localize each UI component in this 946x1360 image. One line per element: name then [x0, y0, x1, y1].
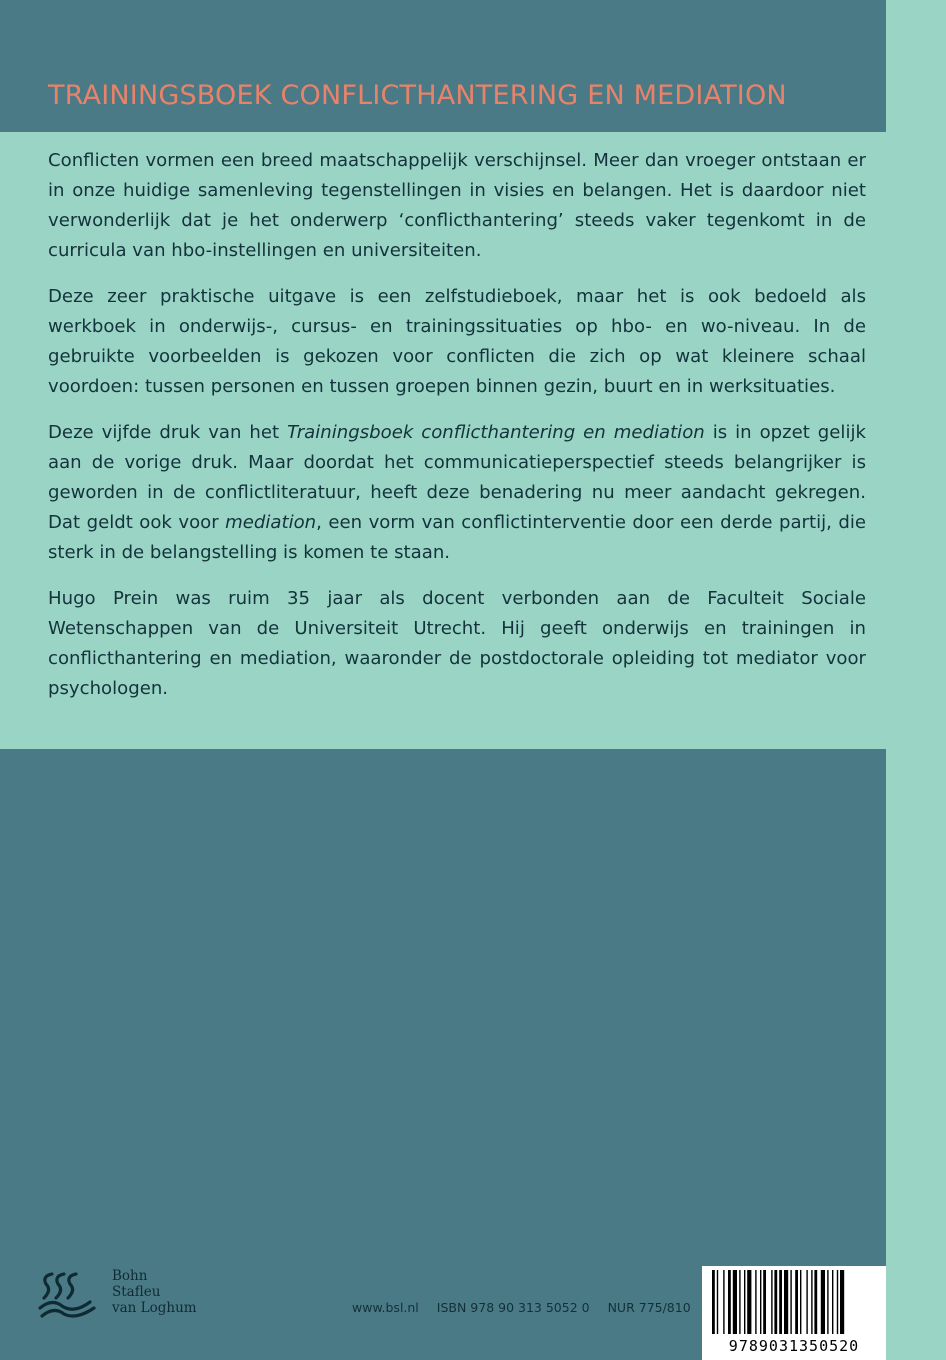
publisher-line-1: Bohn	[112, 1268, 148, 1284]
barcode-bar	[760, 1270, 761, 1334]
publisher-line-2: Stafleu	[112, 1284, 161, 1300]
barcode-bar	[744, 1270, 745, 1334]
paragraph-intro: Conflicten vormen een breed maatschappelijk verschijnsel. Meer dan vroeger ontstaan er in onze huidige samenleving tegenstellingen in visies en belangen. Het is daardoor niet verwonderlijk dat je het onderwerp ‘conflicthantering’ steeds vaker tegenkomt in de curricula van hbo-instellingen en universiteiten.	[48, 150, 866, 261]
barcode-bar	[827, 1270, 828, 1334]
footer-meta	[352, 1300, 705, 1315]
barcode-bar	[712, 1270, 715, 1334]
barcode-bar	[763, 1270, 766, 1334]
barcode-bar	[771, 1270, 772, 1334]
barcode-icon	[702, 1266, 886, 1360]
barcode-bar	[747, 1270, 751, 1334]
barcode-bar	[779, 1270, 782, 1334]
barcode-bar	[832, 1270, 833, 1334]
paragraph-edition	[48, 418, 866, 568]
barcode-bar	[837, 1270, 838, 1334]
spine-strip	[886, 0, 946, 1360]
paragraph-edition-part-a: Deze vijfde druk van het	[48, 422, 288, 443]
paragraph-purpose: Deze zeer praktische uitgave is een zelfstudieboek, maar het is ook bedoeld als werkboek in onderwijs-, cursus- en trainingssituaties op hbo- en wo-niveau. In de gebruikte voorbeelden is gekozen voor conflicten die zich op wat kleinere schaal voordoen: tussen personen en tussen groepen binnen gezin, buurt en in werksituaties.	[48, 286, 866, 397]
description-text	[48, 146, 866, 720]
book-title: TRAININGSBOEK CONFLICTHANTERING EN MEDIATION	[48, 80, 787, 111]
barcode-bar	[755, 1270, 756, 1334]
barcode-bar	[723, 1270, 724, 1334]
barcode-bar	[811, 1270, 812, 1334]
isbn-text: ISBN 978 90 313 5052 0	[436, 1300, 590, 1315]
barcode-bar	[800, 1270, 801, 1334]
paragraph-edition-part-c: , een vorm van conflictinterventie door een derde partij, die sterk in de belangstelling is komen te staan.	[48, 512, 867, 563]
publisher-name	[112, 1268, 197, 1316]
barcode-bar	[806, 1270, 807, 1334]
header-band	[0, 0, 886, 132]
barcode-bar	[774, 1270, 777, 1334]
book-title-italic: Trainingsboek conflicthantering en mediation	[287, 422, 705, 443]
mediation-italic: mediation	[225, 512, 317, 533]
barcode-bars	[710, 1270, 878, 1334]
barcode-bar	[795, 1270, 798, 1334]
paragraph-author: Hugo Prein was ruim 35 jaar als docent verbonden aan de Faculteit Sociale Wetenschappen van de Universiteit Utrecht. Hij geeft onderwijs en trainingen in conflicthantering en mediation, waaronder de postdoctorale opleiding tot mediator voor psychologen.	[48, 588, 866, 699]
barcode-bar	[821, 1270, 825, 1334]
website-link[interactable]: www.bsl.nl	[352, 1300, 419, 1315]
barcode-bar	[733, 1270, 737, 1334]
barcode-bar	[784, 1270, 788, 1334]
barcode-bar	[814, 1270, 817, 1334]
description-panel	[0, 132, 886, 749]
barcode-digits: 9789031350520	[728, 1337, 860, 1355]
paragraph-edition-part-b: is in opzet gelijk aan de vorige druk. Maar doordat het communicatieperspectief steeds belangrijker is geworden in de conflictliteratuur, heeft deze benadering nu meer aandacht gekregen. Dat geldt ook voor	[48, 422, 866, 533]
nur-text: NUR 775/810	[607, 1300, 691, 1315]
barcode-bar	[840, 1270, 844, 1334]
barcode-bar	[790, 1270, 791, 1334]
publisher-line-3: van Loghum	[112, 1300, 197, 1316]
barcode-bar	[717, 1270, 718, 1334]
barcode-bar	[739, 1270, 740, 1334]
barcode-bar	[728, 1270, 731, 1334]
bsl-logo-icon	[38, 1268, 98, 1320]
